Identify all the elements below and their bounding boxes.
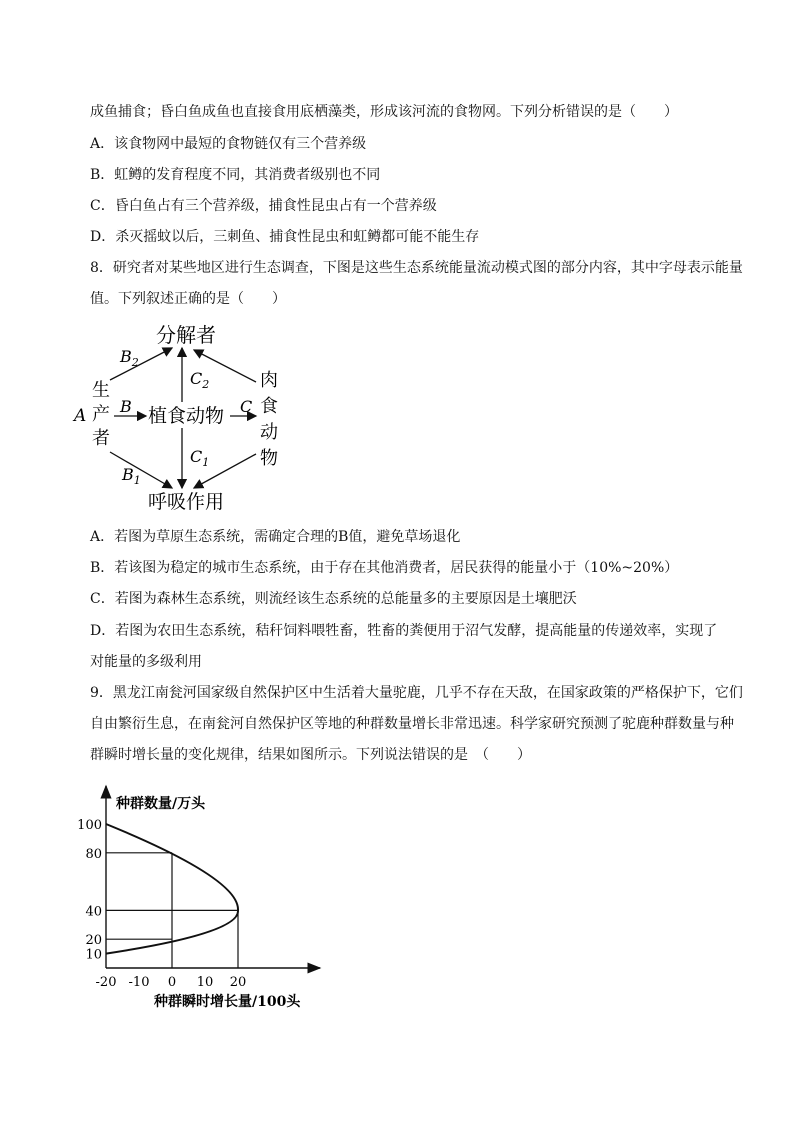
x-tick-label: 0 <box>167 975 177 990</box>
x-tick-label: 20 <box>229 975 247 990</box>
q8-option-d: D．若图为农田生态系统，秸秆饲料喂牲畜，牲畜的粪便用于沼气发酵，提高能量的传递效率，实现了 <box>90 623 718 639</box>
label-c1: $C_1$ <box>190 447 210 469</box>
x-tick-label: 10 <box>196 975 214 990</box>
y-tick-label: 20 <box>85 933 102 949</box>
q8-stem-line1: 8．研究者对某些地区进行生态调查，下图是这些生态系统能量流动模式图的部分内容，其中字母表示能量 <box>90 260 743 276</box>
y-tick-label: 100 <box>77 818 102 833</box>
energy-flow-diagram <box>70 318 300 518</box>
producer-label-1: 生 <box>92 380 110 401</box>
q8-stem-line2: 值。下列叙述正确的是（ ） <box>90 291 286 307</box>
label-b2: $B_2$ <box>120 347 139 369</box>
q7-option-b: B．虹鳟的发育程度不同，其消费者级别也不同 <box>90 167 381 183</box>
label-c: C <box>240 397 253 416</box>
carnivore-label-1: 肉 <box>260 370 278 391</box>
y-tick-label: 80 <box>85 846 102 862</box>
carnivore-label-3: 动 <box>260 422 278 443</box>
producer-label-3: 者 <box>92 428 110 449</box>
x-tick-label: -20 <box>95 975 117 990</box>
q8-option-c: C．若图为森林生态系统，则流经该生态系统的总能量多的主要原因是土壤肥沃 <box>90 591 577 607</box>
q9-stem-line3: 群瞬时增长量的变化规律，结果如图所示。下列说法错误的是 （ ） <box>90 747 531 763</box>
population-chart <box>70 780 330 1015</box>
q7-option-c: C．昏白鱼占有三个营养级，捕食性昆虫占有一个营养级 <box>90 198 437 214</box>
q7-option-a: A．该食物网中最短的食物链仅有三个营养级 <box>90 136 367 152</box>
carnivore-label-2: 食 <box>260 396 278 417</box>
y-tick-label: 10 <box>85 947 102 963</box>
q7-stem-tail: 成鱼捕食；昏白鱼成鱼也直接食用底栖藻类，形成该河流的食物网。下列分析错误的是（ ） <box>90 104 678 120</box>
label-b1: $B_1$ <box>122 465 141 487</box>
herbivore-label: 植食动物 <box>148 405 225 427</box>
x-axis-label: 种群瞬时增长量/100头 <box>154 994 301 1010</box>
q7-option-d: D．杀灭摇蚊以后，三刺鱼、捕食性昆虫和虹鳟都可能不能生存 <box>90 229 480 245</box>
x-tick-label: -10 <box>128 975 150 990</box>
carnivore-label-4: 物 <box>260 448 278 469</box>
label-b: B <box>120 397 132 416</box>
q9-stem-line2: 自由繁衍生息，在南瓮河自然保护区等地的种群数量增长非常迅速。科学家研究预测了驼鹿种群数量与种 <box>90 716 734 732</box>
respiration-label: 呼吸作用 <box>148 491 225 513</box>
arrow-producer-to-respiration <box>110 452 172 488</box>
q8-option-a: A．若图为草原生态系统，需确定合理的B值，避免草场退化 <box>90 529 461 545</box>
label-c2: $C_2$ <box>190 369 210 391</box>
q9-stem-line1: 9．黑龙江南瓮河国家级自然保护区中生活着大量驼鹿，几乎不存在天敌，在国家政策的严格保护下，它们 <box>90 685 743 701</box>
q8-option-d-cont: 对能量的多级利用 <box>90 654 202 670</box>
decomposer-label: 分解者 <box>156 323 216 347</box>
q8-option-b: B．若该图为稳定的城市生态系统，由于存在其他消费者，居民获得的能量小于（10%~20%） <box>90 560 679 576</box>
y-axis-label: 种群数量/万头 <box>116 796 206 812</box>
label-a: A <box>74 406 87 426</box>
producer-label-2: 产 <box>92 404 110 425</box>
y-tick-label: 40 <box>85 904 102 920</box>
